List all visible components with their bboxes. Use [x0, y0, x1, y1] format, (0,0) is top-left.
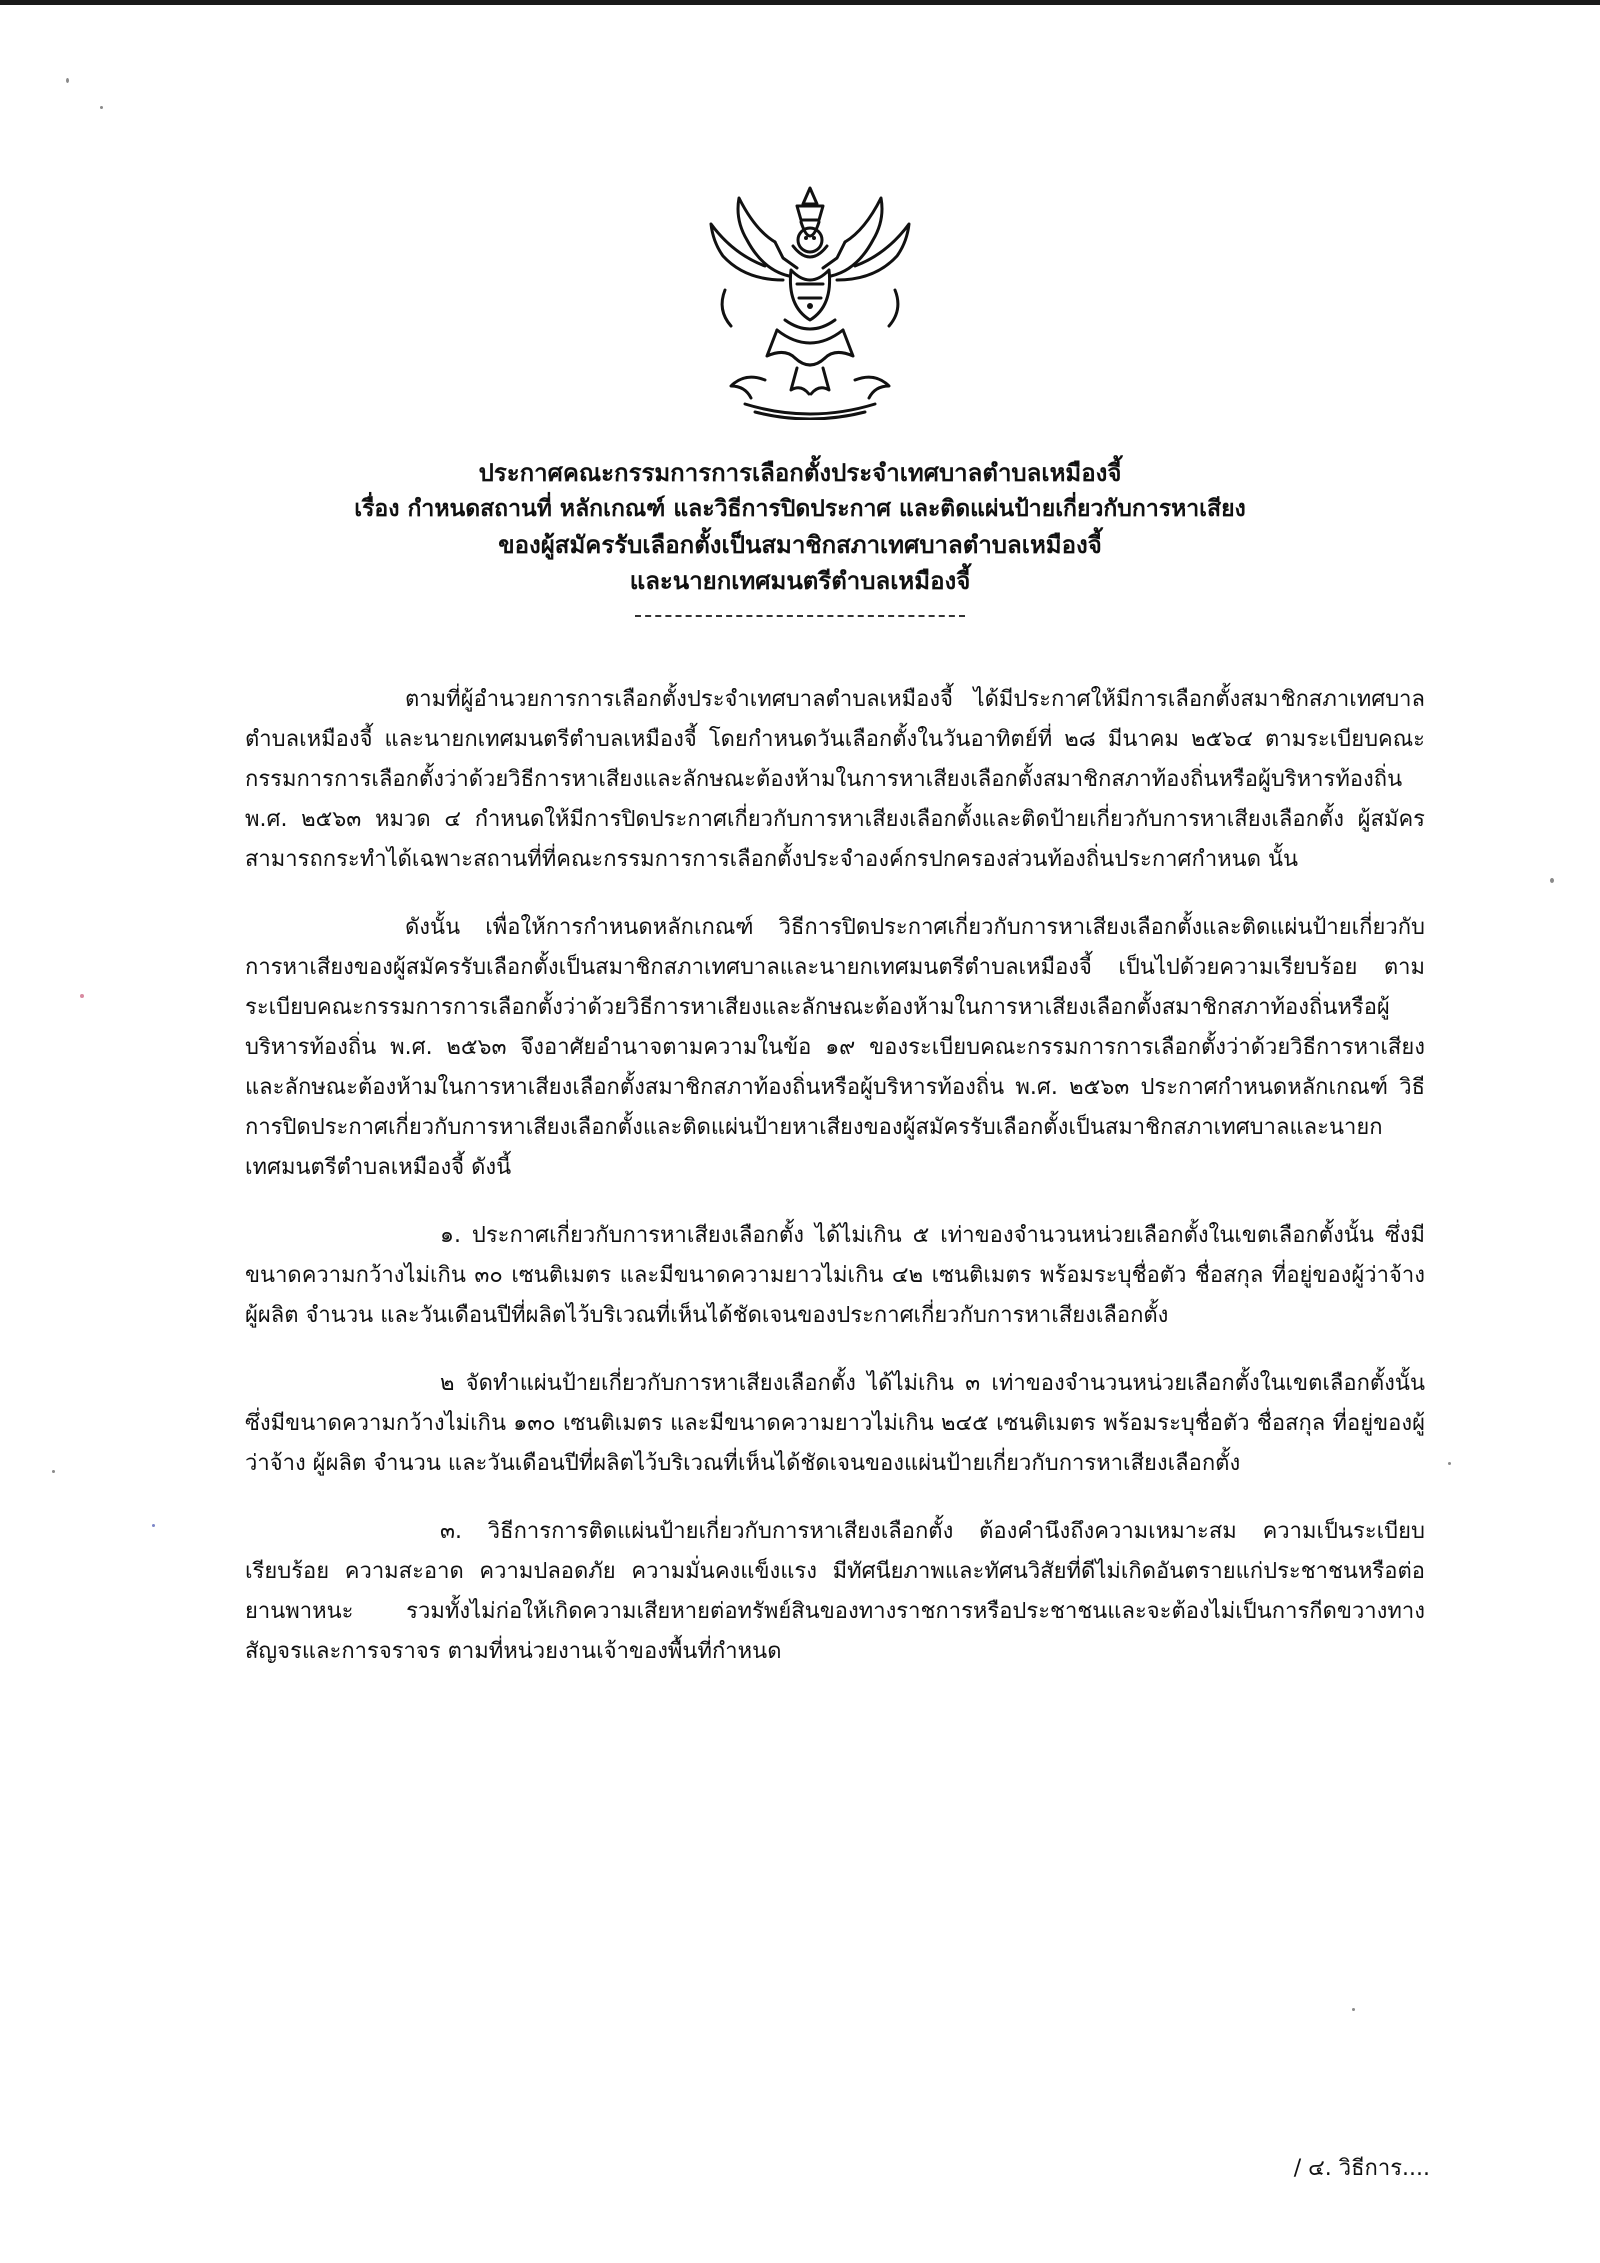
regulation-item: ๓. วิธีการการติดแผ่นป้ายเกี่ยวกับการหาเสียงเลือกตั้ง ต้องคำนึงถึงความเหมาะสม ความเป็นระเบียบเรียบร้อย ความสะอาด ความปลอดภัย ความมั่นคงแข็งแรง มีทัศนียภาพและทัศนวิสัยที่ดีไม่เกิดอันตรายแก่ประชาชนหรือต่อยานพาหนะ รวมทั้งไม่ก่อให้เกิดความเสียหายต่อทรัพย์สินของทางราชการหรือประชาชนและจะต้องไม่เป็นการกีดขวางทางสัญจรและการจราจร ตามที่หน่วยงานเจ้าของพื้นที่กำหนด	[245, 1519, 1425, 1664]
announcement-header	[240, 455, 1360, 617]
scan-speck	[152, 1524, 155, 1527]
body-paragraph: ตามที่ผู้อำนวยการการเลือกตั้งประจำเทศบาลตำบลเหมืองจี้ ได้มีประกาศให้มีการเลือกตั้งสมาชิกสภาเทศบาลตำบลเหมืองจี้ และนายกเทศมนตรีตำบลเหมืองจี้ โดยกำหนดวันเลือกตั้งในวันอาทิตย์ที่ ๒๘ มีนาคม ๒๕๖๔ ตามระเบียบคณะกรรมการการเลือกตั้งว่าด้วยวิธีการหาเสียงและลักษณะต้องห้ามในการหาเสียงเลือกตั้งสมาชิกสภาท้องถิ่นหรือผู้บริหารท้องถิ่น พ.ศ. ๒๕๖๓ หมวด ๔ กำหนดให้มีการปิดประกาศเกี่ยวกับการหาเสียงเลือกตั้งและติดป้ายเกี่ยวกับการหาเสียงเลือกตั้ง ผู้สมัครสามารถกระทำได้เฉพาะสถานที่ที่คณะกรรมการการเลือกตั้งประจำองค์กรปกครองส่วนท้องถิ่นประกาศกำหนด นั้น	[245, 687, 1425, 872]
announcement-body	[245, 680, 1425, 1700]
announcement-subject-line: เรื่อง กำหนดสถานที่ หลักเกณฑ์ และวิธีการปิดประกาศ และติดแผ่นป้ายเกี่ยวกับการหาเสียง	[354, 496, 1246, 522]
header-divider	[635, 601, 965, 617]
scan-speck	[66, 78, 69, 83]
scan-speck	[80, 994, 84, 998]
garuda-emblem-icon	[705, 180, 915, 420]
scan-speck	[1448, 1462, 1451, 1465]
page-continuation: / ๔. วิธีการ....	[1293, 2156, 1430, 2181]
regulation-item: ๑. ประกาศเกี่ยวกับการหาเสียงเลือกตั้ง ได้ไม่เกิน ๕ เท่าของจำนวนหน่วยเลือกตั้งในเขตเลือกตั้งนั้น ซึ่งมีขนาดความกว้างไม่เกิน ๓๐ เซนติเมตร และมีขนาดความยาวไม่เกิน ๔๒ เซนติเมตร พร้อมระบุชื่อตัว ชื่อสกุล ที่อยู่ของผู้ว่าจ้าง ผู้ผลิต จำนวน และวันเดือนปีที่ผลิตไว้บริเวณที่เห็นได้ชัดเจนของประกาศเกี่ยวกับการหาเสียงเลือกตั้ง	[245, 1223, 1425, 1328]
scan-speck	[52, 1470, 55, 1473]
scan-speck	[1352, 2008, 1355, 2011]
body-paragraph: ดังนั้น เพื่อให้การกำหนดหลักเกณฑ์ วิธีการปิดประกาศเกี่ยวกับการหาเสียงเลือกตั้งและติดแผ่นป้ายเกี่ยวกับการหาเสียงของผู้สมัครรับเลือกตั้งเป็นสมาชิกสภาเทศบาลและนายกเทศมนตรีตำบลเหมืองจี้ เป็นไปด้วยความเรียบร้อย ตามระเบียบคณะกรรมการการเลือกตั้งว่าด้วยวิธีการหาเสียงและลักษณะต้องห้ามในการหาเสียงเลือกตั้งสมาชิกสภาท้องถิ่นหรือผู้บริหารท้องถิ่น พ.ศ. ๒๕๖๓ จึงอาศัยอำนาจตามความในข้อ ๑๙ ของระเบียบคณะกรรมการการเลือกตั้งว่าด้วยวิธีการหาเสียงและลักษณะต้องห้ามในการหาเสียงเลือกตั้งสมาชิกสภาท้องถิ่นหรือผู้บริหารท้องถิ่น พ.ศ. ๒๕๖๓ ประกาศกำหนดหลักเกณฑ์ วิธีการปิดประกาศเกี่ยวกับการหาเสียงเลือกตั้งและติดแผ่นป้ายหาเสียงของผู้สมัครรับเลือกตั้งเป็นสมาชิกสภาเทศบาลและนายกเทศมนตรีตำบลเหมืองจี้ ดังนี้	[245, 915, 1425, 1180]
scan-speck	[1550, 878, 1554, 883]
scan-top-edge	[0, 0, 1600, 5]
regulation-item: ๒ จัดทำแผ่นป้ายเกี่ยวกับการหาเสียงเลือกตั้ง ได้ไม่เกิน ๓ เท่าของจำนวนหน่วยเลือกตั้งในเขตเลือกตั้งนั้น ซึ่งมีขนาดความกว้างไม่เกิน ๑๓๐ เซนติเมตร และมีขนาดความยาวไม่เกิน ๒๔๕ เซนติเมตร พร้อมระบุชื่อตัว ชื่อสกุล ที่อยู่ของผู้ว่าจ้าง ผู้ผลิต จำนวน และวันเดือนปีที่ผลิตไว้บริเวณที่เห็นได้ชัดเจนของแผ่นป้ายเกี่ยวกับการหาเสียงเลือกตั้ง	[245, 1371, 1425, 1476]
announcement-subject-line: ของผู้สมัครรับเลือกตั้งเป็นสมาชิกสภาเทศบาลตำบลเหมืองจี้	[498, 531, 1102, 559]
announcement-authority: ประกาศคณะกรรมการการเลือกตั้งประจำเทศบาลตำบลเหมืองจี้	[478, 459, 1122, 487]
announcement-subject-line: และนายกเทศมนตรีตำบลเหมืองจี้	[629, 567, 971, 595]
scan-speck	[100, 106, 103, 109]
